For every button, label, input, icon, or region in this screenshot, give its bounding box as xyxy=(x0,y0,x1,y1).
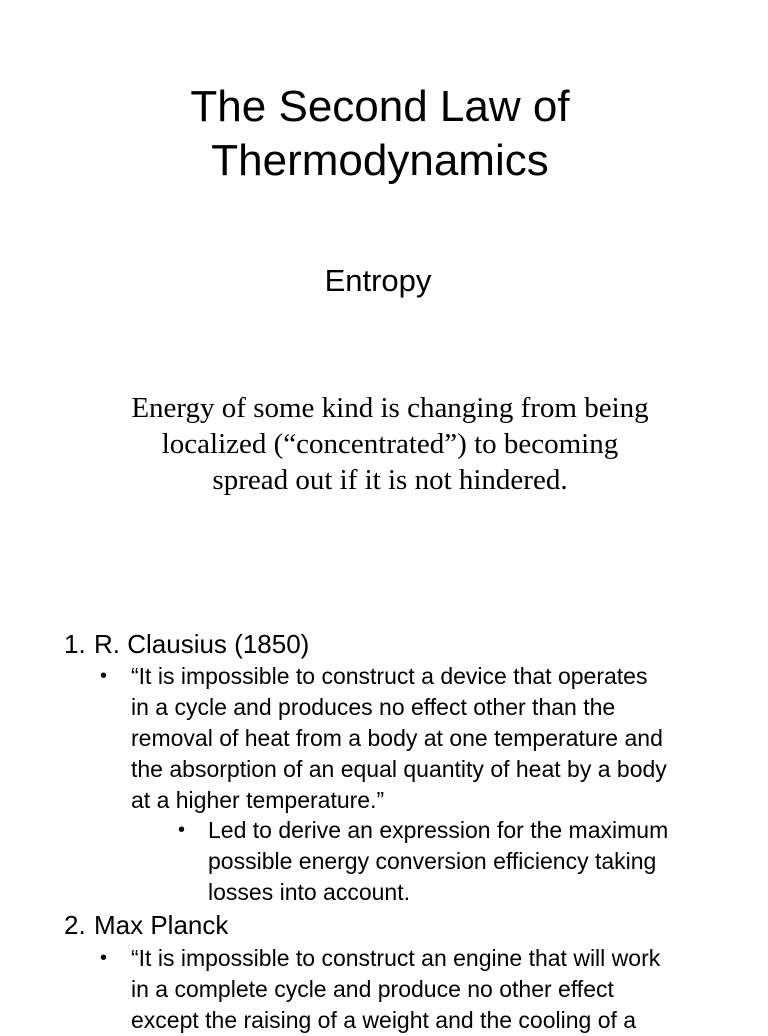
definition-line-3: spread out if it is not hindered. xyxy=(212,464,568,496)
statement-line: “It is impossible to construct a device that operates xyxy=(131,663,648,689)
statement-text xyxy=(131,661,667,816)
bullet-dot: • xyxy=(100,947,108,969)
statement-line: removal of heat from a body at one temperature and xyxy=(131,725,663,751)
statement-text xyxy=(131,943,660,1036)
entropy-definition xyxy=(0,390,768,498)
statement-line: the absorption of an equal quantity of heat by a body xyxy=(131,756,667,782)
list-heading-clausius xyxy=(64,628,309,660)
list-heading-planck xyxy=(64,909,228,941)
slide-title xyxy=(0,80,760,188)
bullet-dot: • xyxy=(100,665,108,687)
statement-line: in a complete cycle and produce no other effect xyxy=(131,976,614,1002)
statement-line: except the raising of a weight and the cooling of a xyxy=(131,1007,637,1033)
bullet-dot: • xyxy=(178,819,186,841)
title-line-2: Thermodynamics xyxy=(211,136,549,185)
definition-line-2: localized (“concentrated”) to becoming xyxy=(161,428,619,460)
list-number: 2. xyxy=(64,910,86,940)
definition-line-1: Energy of some kind is changing from being xyxy=(131,392,649,424)
heading-text: R. Clausius (1850) xyxy=(94,629,310,659)
note-line: losses into account. xyxy=(208,879,411,905)
slide-subtitle: Entropy xyxy=(324,263,432,298)
statement-line: at a higher temperature.” xyxy=(131,787,385,813)
statement-line: “It is impossible to construct an engine that will work xyxy=(131,945,661,971)
list-number: 1. xyxy=(64,629,86,659)
title-line-1: The Second Law of xyxy=(190,82,570,131)
note-line: possible energy conversion efficiency taking xyxy=(208,848,657,874)
statement-line: in a cycle and produces no effect other than the xyxy=(131,694,616,720)
note-line: Led to derive an expression for the maximum xyxy=(208,817,669,843)
note-text xyxy=(208,815,668,908)
heading-text: Max Planck xyxy=(94,910,229,940)
